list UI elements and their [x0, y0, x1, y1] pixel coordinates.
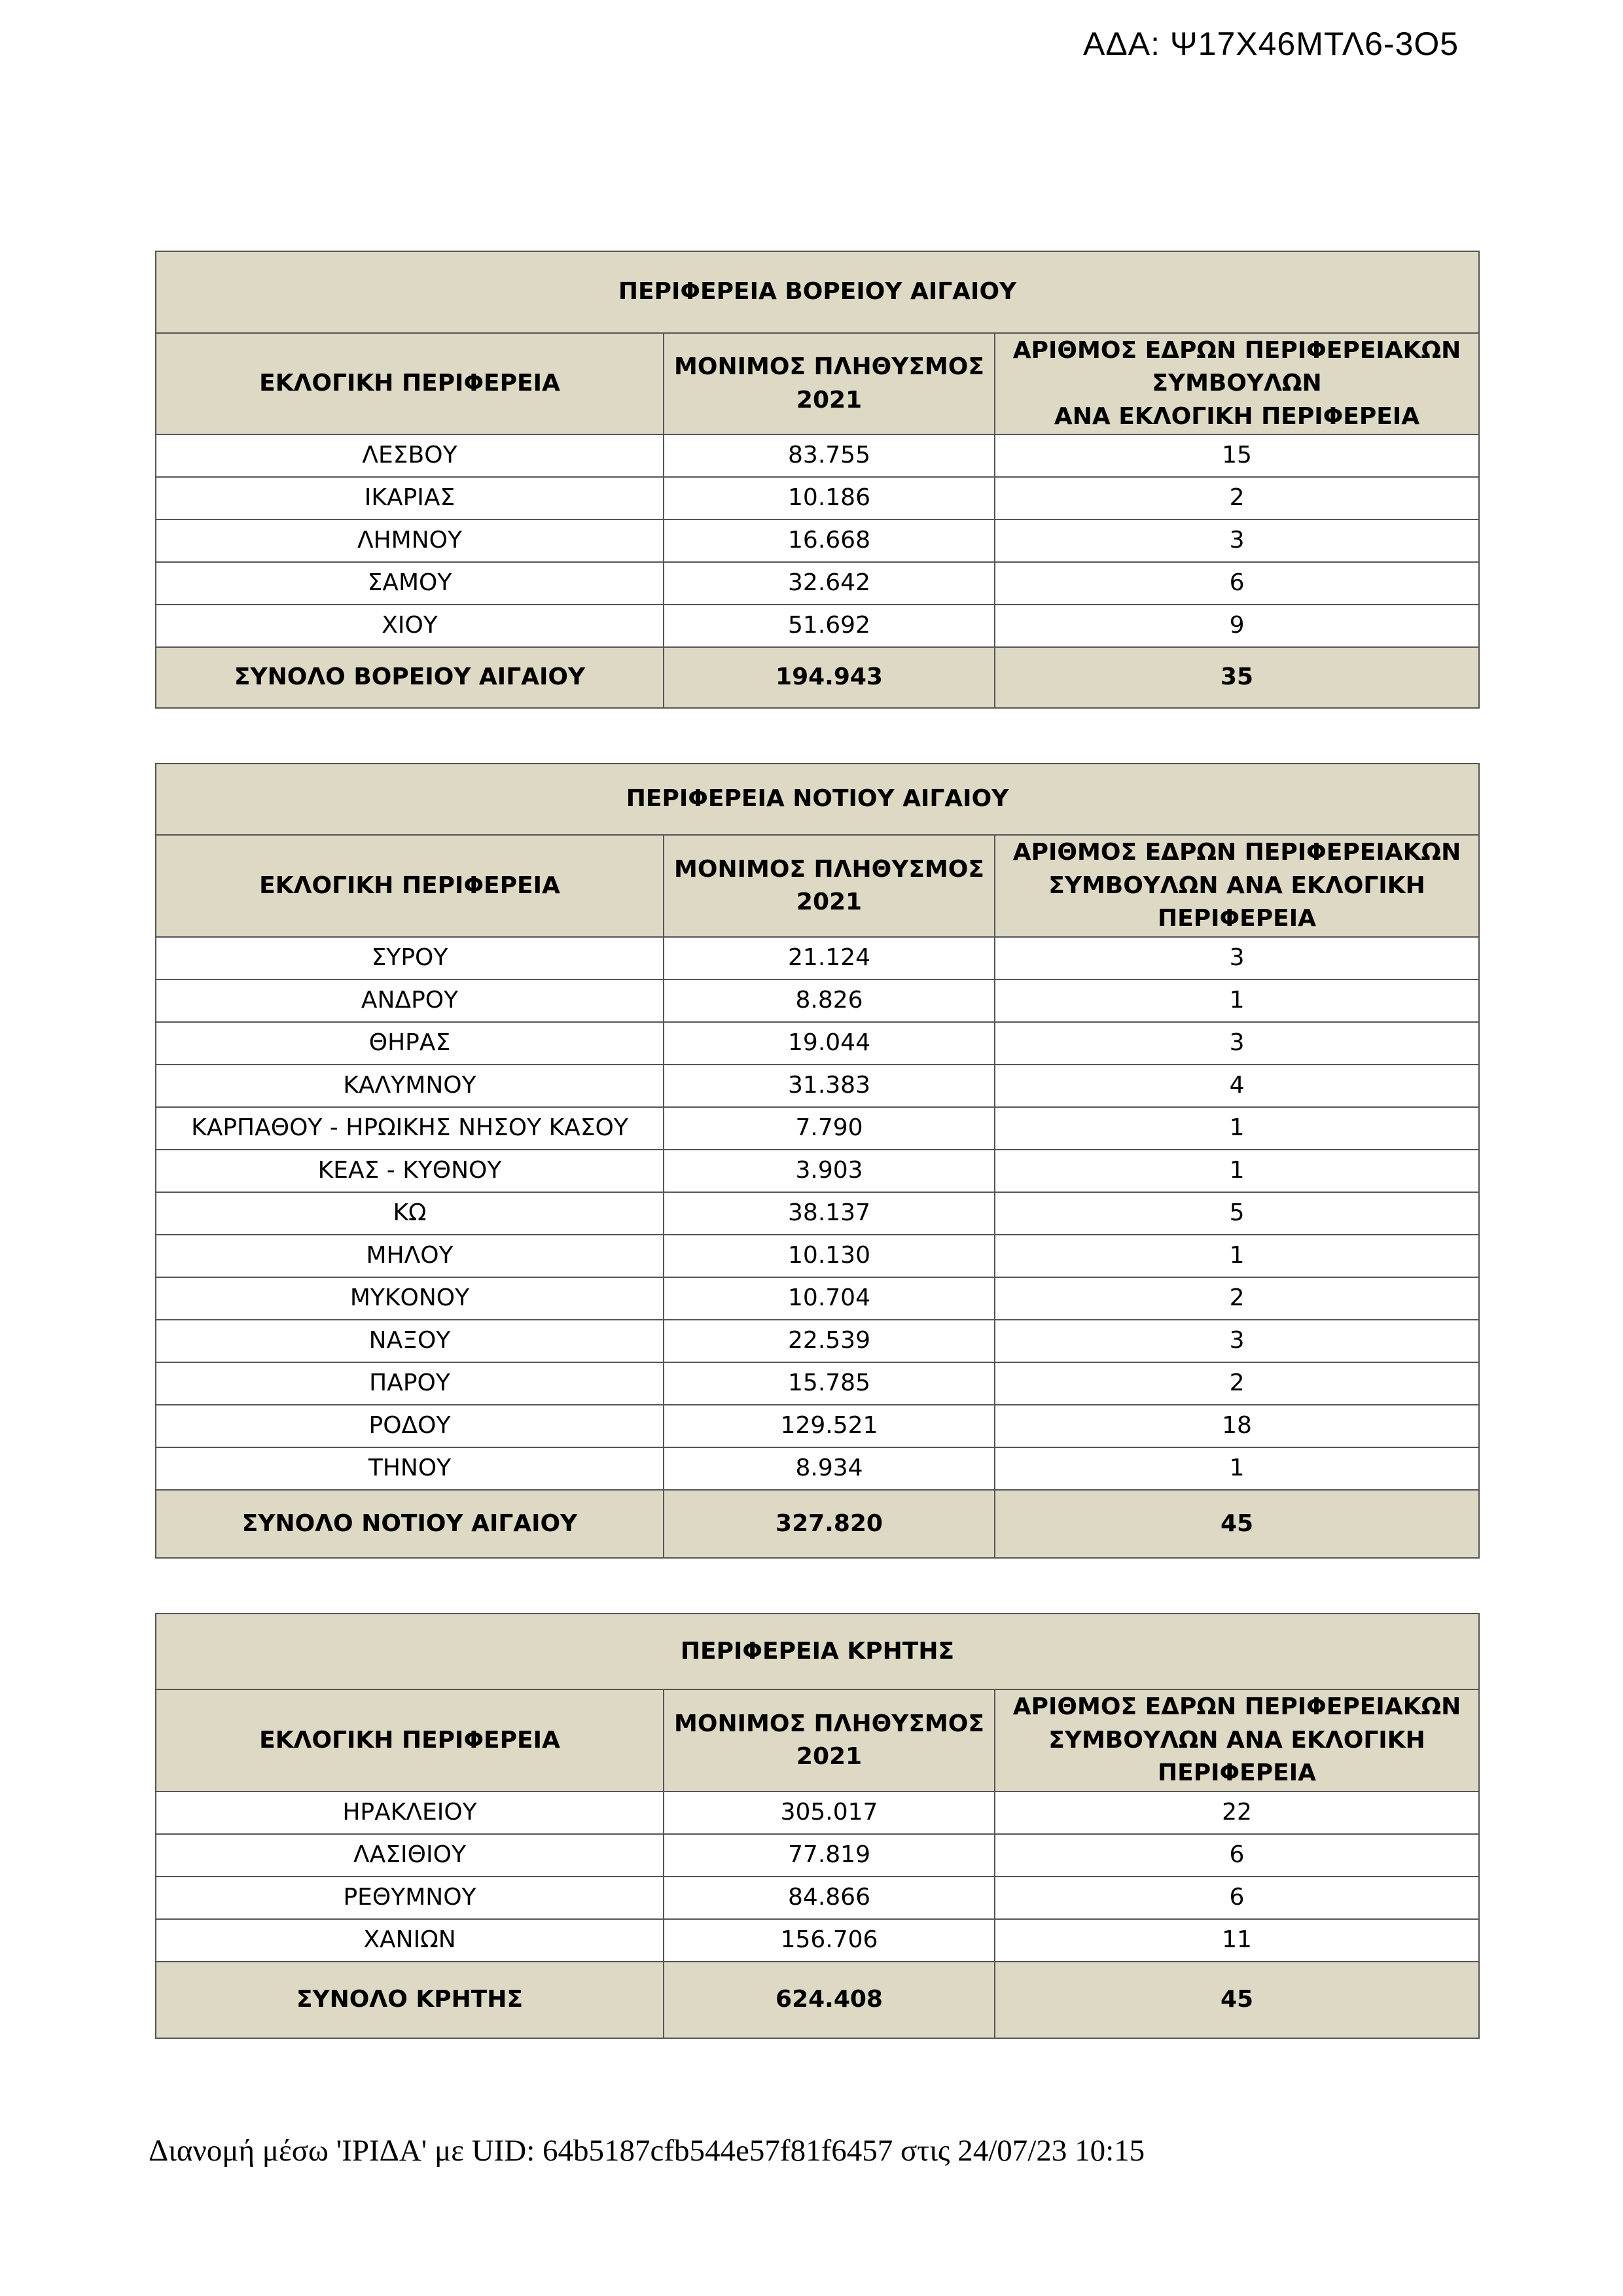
- table-cell: 129.521: [664, 1405, 995, 1447]
- table-row: [156, 1022, 1479, 1065]
- table-row: [156, 520, 1479, 562]
- table-cell: 11: [995, 1919, 1479, 1962]
- table-row: [156, 1447, 1479, 1490]
- table-cell: 83.755: [664, 434, 995, 477]
- total-cell: ΣΥΝΟΛΟ ΒΟΡΕΙΟΥ ΑΙΓΑΙΟΥ: [156, 647, 664, 708]
- table-row: [156, 434, 1479, 477]
- table-cell: 3: [995, 1022, 1479, 1065]
- table-cell: ΛΗΜΝΟΥ: [156, 520, 664, 562]
- table-row: [156, 1405, 1479, 1447]
- table-cell: ΣΥΡΟΥ: [156, 937, 664, 980]
- table-cell: ΣΑΜΟΥ: [156, 562, 664, 605]
- total-cell: 35: [995, 647, 1479, 708]
- total-cell: ΣΥΝΟΛΟ ΝΟΤΙΟΥ ΑΙΓΑΙΟΥ: [156, 1490, 664, 1558]
- column-header: ΜΟΝΙΜΟΣ ΠΛΗΘΥΣΜΟΣ 2021: [664, 1689, 995, 1792]
- table-title: ΠΕΡΙΦΕΡΕΙΑ ΚΡΗΤΗΣ: [156, 1614, 1479, 1689]
- iridaa-distribution-footer: Διανομή μέσω 'ΙΡΙΔΑ' με UID: 64b5187cfb544e57f81f6457 στις 24/07/23 10:15: [149, 2134, 1145, 2168]
- table-cell: 84.866: [664, 1877, 995, 1919]
- table-cell: ΛΑΣΙΘΙΟΥ: [156, 1834, 664, 1877]
- total-cell: 327.820: [664, 1490, 995, 1558]
- table-cell: 10.704: [664, 1277, 995, 1320]
- table-cell: 6: [995, 1877, 1479, 1919]
- table-cell: ΠΑΡΟΥ: [156, 1362, 664, 1405]
- table-row: [156, 1834, 1479, 1877]
- table-cell: 19.044: [664, 1022, 995, 1065]
- table-row: [156, 562, 1479, 605]
- table-north-aegean: [155, 251, 1480, 709]
- table-cell: ΘΗΡΑΣ: [156, 1022, 664, 1065]
- column-header: ΑΡΙΘΜΟΣ ΕΔΡΩΝ ΠΕΡΙΦΕΡΕΙΑΚΩΝ ΣΥΜΒΟΥΛΩΝ ΑΝΑ ΕΚΛΟΓΙΚΗ ΠΕΡΙΦΕΡΕΙΑ: [995, 835, 1479, 937]
- table-cell: 77.819: [664, 1834, 995, 1877]
- table-cell: ΝΑΞΟΥ: [156, 1320, 664, 1362]
- table-cell: 8.934: [664, 1447, 995, 1490]
- table-cell: ΚΩ: [156, 1192, 664, 1235]
- table-row: [156, 477, 1479, 520]
- total-row: [156, 1490, 1479, 1558]
- table-row: [156, 1235, 1479, 1277]
- total-cell: 45: [995, 1490, 1479, 1558]
- table-cell: 3: [995, 1320, 1479, 1362]
- table-cell: ΧΙΟΥ: [156, 605, 664, 647]
- table-row: [156, 1150, 1479, 1192]
- table-cell: 3.903: [664, 1150, 995, 1192]
- table-cell: 7.790: [664, 1107, 995, 1150]
- table-cell: 6: [995, 1834, 1479, 1877]
- table-row: [156, 1320, 1479, 1362]
- table-south-aegean: [155, 763, 1480, 1559]
- table-cell: 31.383: [664, 1065, 995, 1107]
- table-row: [156, 1877, 1479, 1919]
- table-cell: ΙΚΑΡΙΑΣ: [156, 477, 664, 520]
- column-header: ΕΚΛΟΓΙΚΗ ΠΕΡΙΦΕΡΕΙΑ: [156, 835, 664, 937]
- table-cell: 6: [995, 562, 1479, 605]
- table-cell: ΛΕΣΒΟΥ: [156, 434, 664, 477]
- table-cell: ΗΡΑΚΛΕΙΟΥ: [156, 1792, 664, 1834]
- table-cell: 1: [995, 1447, 1479, 1490]
- table-cell: 1: [995, 1107, 1479, 1150]
- table-cell: 8.826: [664, 980, 995, 1022]
- table-row: [156, 1919, 1479, 1962]
- table-cell: ΤΗΝΟΥ: [156, 1447, 664, 1490]
- total-cell: ΣΥΝΟΛΟ ΚΡΗΤΗΣ: [156, 1962, 664, 2038]
- total-row: [156, 647, 1479, 708]
- table-cell: 5: [995, 1192, 1479, 1235]
- table-cell: 4: [995, 1065, 1479, 1107]
- table-cell: 3: [995, 520, 1479, 562]
- table-cell: ΜΥΚΟΝΟΥ: [156, 1277, 664, 1320]
- table-cell: 15.785: [664, 1362, 995, 1405]
- total-cell: 45: [995, 1962, 1479, 2038]
- table-row: [156, 1065, 1479, 1107]
- table-cell: 10.130: [664, 1235, 995, 1277]
- table-cell: ΡΟΔΟΥ: [156, 1405, 664, 1447]
- total-cell: 194.943: [664, 647, 995, 708]
- column-header: ΜΟΝΙΜΟΣ ΠΛΗΘΥΣΜΟΣ 2021: [664, 333, 995, 434]
- table-cell: 1: [995, 1150, 1479, 1192]
- table-row: [156, 1192, 1479, 1235]
- table-cell: ΚΑΡΠΑΘΟΥ - ΗΡΩΙΚΗΣ ΝΗΣΟΥ ΚΑΣΟΥ: [156, 1107, 664, 1150]
- table-cell: ΜΗΛΟΥ: [156, 1235, 664, 1277]
- table-cell: 1: [995, 980, 1479, 1022]
- table-row: [156, 1277, 1479, 1320]
- table-cell: 51.692: [664, 605, 995, 647]
- ada-number: ΑΔΑ: Ψ17Χ46ΜΤΛ6-3Ο5: [1083, 26, 1459, 62]
- table-crete: [155, 1613, 1480, 2039]
- table-row: [156, 1107, 1479, 1150]
- table-row: [156, 1792, 1479, 1834]
- total-row: [156, 1962, 1479, 2038]
- table-cell: 2: [995, 1362, 1479, 1405]
- table-cell: 156.706: [664, 1919, 995, 1962]
- table-cell: 22: [995, 1792, 1479, 1834]
- table-cell: ΚΑΛΥΜΝΟΥ: [156, 1065, 664, 1107]
- table-cell: 2: [995, 1277, 1479, 1320]
- table-row: [156, 937, 1479, 980]
- table-cell: ΧΑΝΙΩΝ: [156, 1919, 664, 1962]
- column-header: ΜΟΝΙΜΟΣ ΠΛΗΘΥΣΜΟΣ 2021: [664, 835, 995, 937]
- table-cell: ΚΕΑΣ - ΚΥΘΝΟΥ: [156, 1150, 664, 1192]
- table-cell: 10.186: [664, 477, 995, 520]
- table-cell: 3: [995, 937, 1479, 980]
- table-cell: 9: [995, 605, 1479, 647]
- table-cell: 32.642: [664, 562, 995, 605]
- table-cell: 22.539: [664, 1320, 995, 1362]
- table-cell: 18: [995, 1405, 1479, 1447]
- table-cell: ΡΕΘΥΜΝΟΥ: [156, 1877, 664, 1919]
- table-row: [156, 980, 1479, 1022]
- column-header: ΕΚΛΟΓΙΚΗ ΠΕΡΙΦΕΡΕΙΑ: [156, 1689, 664, 1792]
- table-cell: ΑΝΔΡΟΥ: [156, 980, 664, 1022]
- table-cell: 16.668: [664, 520, 995, 562]
- table-cell: 21.124: [664, 937, 995, 980]
- total-cell: 624.408: [664, 1962, 995, 2038]
- table-cell: 305.017: [664, 1792, 995, 1834]
- column-header: ΕΚΛΟΓΙΚΗ ΠΕΡΙΦΕΡΕΙΑ: [156, 333, 664, 434]
- table-cell: 15: [995, 434, 1479, 477]
- column-header: ΑΡΙΘΜΟΣ ΕΔΡΩΝ ΠΕΡΙΦΕΡΕΙΑΚΩΝ ΣΥΜΒΟΥΛΩΝ ΑΝΑ ΕΚΛΟΓΙΚΗ ΠΕΡΙΦΕΡΕΙΑ: [995, 1689, 1479, 1792]
- table-cell: 38.137: [664, 1192, 995, 1235]
- column-header: ΑΡΙΘΜΟΣ ΕΔΡΩΝ ΠΕΡΙΦΕΡΕΙΑΚΩΝ ΣΥΜΒΟΥΛΩΝ ΑΝΑ ΕΚΛΟΓΙΚΗ ΠΕΡΙΦΕΡΕΙΑ: [995, 333, 1479, 434]
- table-row: [156, 1362, 1479, 1405]
- table-title: ΠΕΡΙΦΕΡΕΙΑ ΒΟΡΕΙΟΥ ΑΙΓΑΙΟΥ: [156, 251, 1479, 333]
- table-row: [156, 605, 1479, 647]
- table-cell: 2: [995, 477, 1479, 520]
- table-title: ΠΕΡΙΦΕΡΕΙΑ ΝΟΤΙΟΥ ΑΙΓΑΙΟΥ: [156, 764, 1479, 835]
- table-cell: 1: [995, 1235, 1479, 1277]
